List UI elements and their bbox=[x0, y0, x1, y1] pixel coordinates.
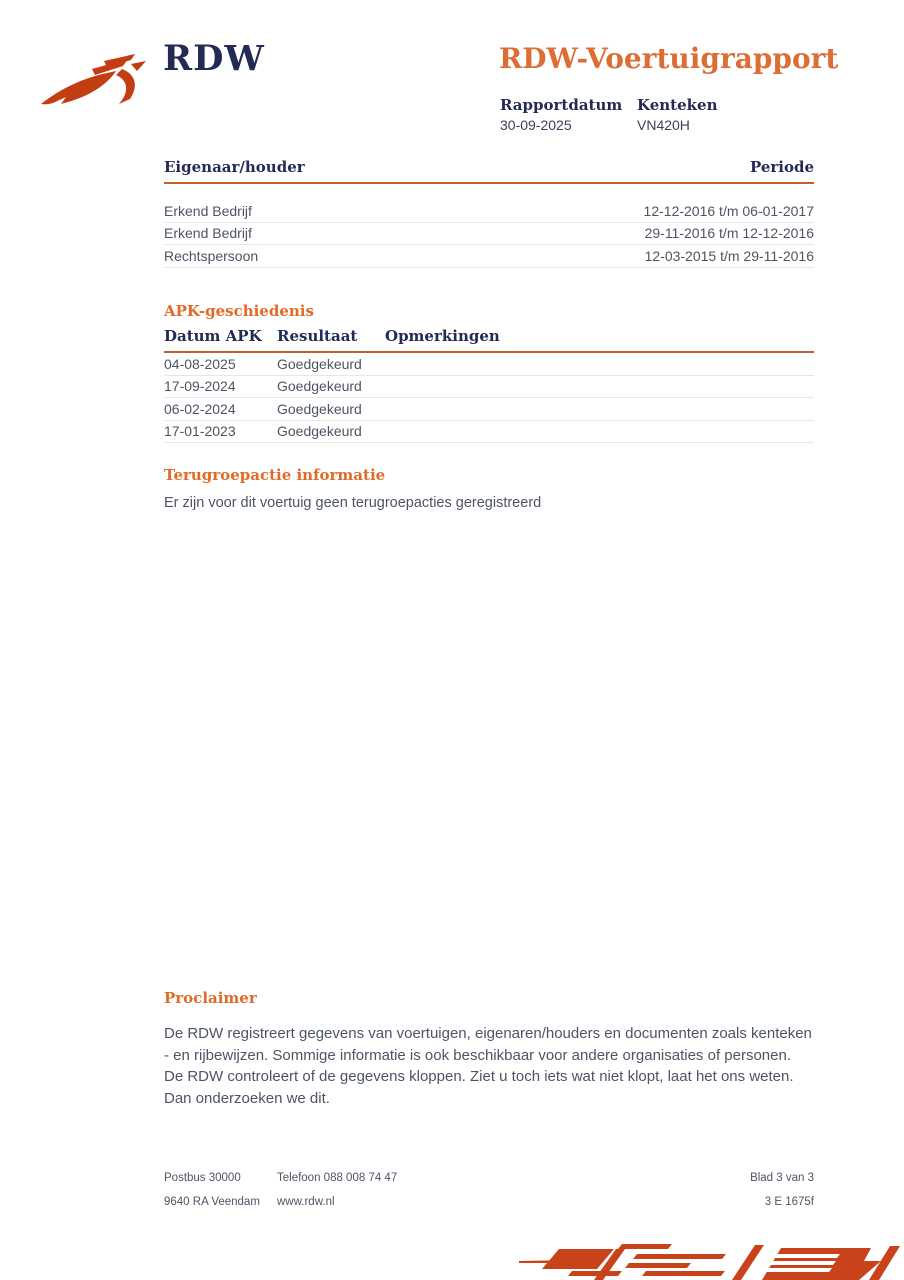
period-cell: 12-03-2015 t/m 29-11-2016 bbox=[644, 247, 814, 264]
resultaat-cell: Goedgekeurd bbox=[277, 355, 362, 372]
datum-cell: 06-02-2024 bbox=[164, 400, 236, 417]
period-cell: 12-12-2016 t/m 06-01-2017 bbox=[643, 202, 814, 219]
table-row bbox=[164, 421, 814, 444]
table-row bbox=[164, 200, 814, 223]
rapportdatum-value: 30-09-2025 bbox=[500, 117, 572, 133]
resultaat-cell: Goedgekeurd bbox=[277, 378, 362, 395]
owner-holder-section bbox=[164, 158, 814, 268]
resultaat-cell: Goedgekeurd bbox=[277, 423, 362, 440]
rdw-stripes-graphic-icon bbox=[519, 1242, 904, 1280]
owner-column-header: Eigenaar/houder bbox=[164, 158, 305, 176]
datum-cell: 17-01-2023 bbox=[164, 423, 236, 440]
datum-apk-column-header: Datum APK bbox=[164, 327, 262, 345]
footer-page-label: Blad 3 van 3 bbox=[750, 1172, 814, 1184]
footer-row bbox=[164, 1166, 814, 1190]
recall-info-section bbox=[164, 466, 814, 511]
table-row bbox=[164, 245, 814, 268]
opmerkingen-column-header: Opmerkingen bbox=[385, 327, 500, 345]
rapportdatum-label: Rapportdatum bbox=[500, 96, 623, 114]
footer-address-line1: Postbus 30000 bbox=[164, 1172, 241, 1184]
table-row bbox=[164, 398, 814, 421]
footer-website: www.rdw.nl bbox=[277, 1196, 335, 1208]
owner-table-body bbox=[164, 200, 814, 268]
footer-doc-code: 3 E 1675f bbox=[764, 1196, 814, 1208]
kenteken-value: VN420H bbox=[637, 117, 690, 133]
kenteken-label: Kenteken bbox=[637, 96, 718, 114]
table-row bbox=[164, 223, 814, 246]
recall-text: Er zijn voor dit voertuig geen terugroepacties geregistreerd bbox=[164, 495, 542, 511]
owner-table-header bbox=[164, 158, 814, 184]
rdw-logotype: RDW bbox=[163, 38, 265, 79]
apk-history-section bbox=[164, 302, 814, 443]
owner-cell: Erkend Bedrijf bbox=[164, 202, 252, 219]
proclaimer-heading: Proclaimer bbox=[164, 989, 257, 1007]
proclaimer-section bbox=[164, 989, 814, 1109]
resultaat-cell: Goedgekeurd bbox=[277, 400, 362, 417]
page-footer bbox=[164, 1166, 814, 1214]
apk-section-heading: APK-geschiedenis bbox=[164, 302, 314, 320]
footer-address-line2: 9640 RA Veendam bbox=[164, 1196, 260, 1208]
proclaimer-text: De RDW registreert gegevens van voertuigen, eigenaren/houders en documenten zoals kenteken - en rijbewijzen. Sommige informatie is ook beschikbaar voor andere organisaties of personen. De RDW controleert of de gegevens kloppen. Ziet u toch iets wat niet klopt, laat het ons weten. Dan onderzoeken we dit. bbox=[164, 1025, 812, 1107]
datum-cell: 04-08-2025 bbox=[164, 355, 236, 372]
apk-table-body bbox=[164, 353, 814, 443]
rdw-feather-logo-icon bbox=[36, 52, 158, 114]
table-row bbox=[164, 376, 814, 399]
owner-cell: Rechtspersoon bbox=[164, 247, 259, 264]
footer-phone: Telefoon 088 008 74 47 bbox=[277, 1172, 398, 1184]
recall-section-heading: Terugroepactie informatie bbox=[164, 466, 386, 484]
resultaat-column-header: Resultaat bbox=[277, 327, 358, 345]
footer-row bbox=[164, 1190, 814, 1214]
apk-table-header bbox=[164, 327, 814, 353]
datum-cell: 17-09-2024 bbox=[164, 378, 236, 395]
period-column-header: Periode bbox=[749, 158, 814, 176]
period-cell: 29-11-2016 t/m 12-12-2016 bbox=[644, 225, 814, 242]
table-row bbox=[164, 353, 814, 376]
page-title: RDW-Voertuigrapport bbox=[499, 42, 839, 75]
owner-cell: Erkend Bedrijf bbox=[164, 225, 252, 242]
